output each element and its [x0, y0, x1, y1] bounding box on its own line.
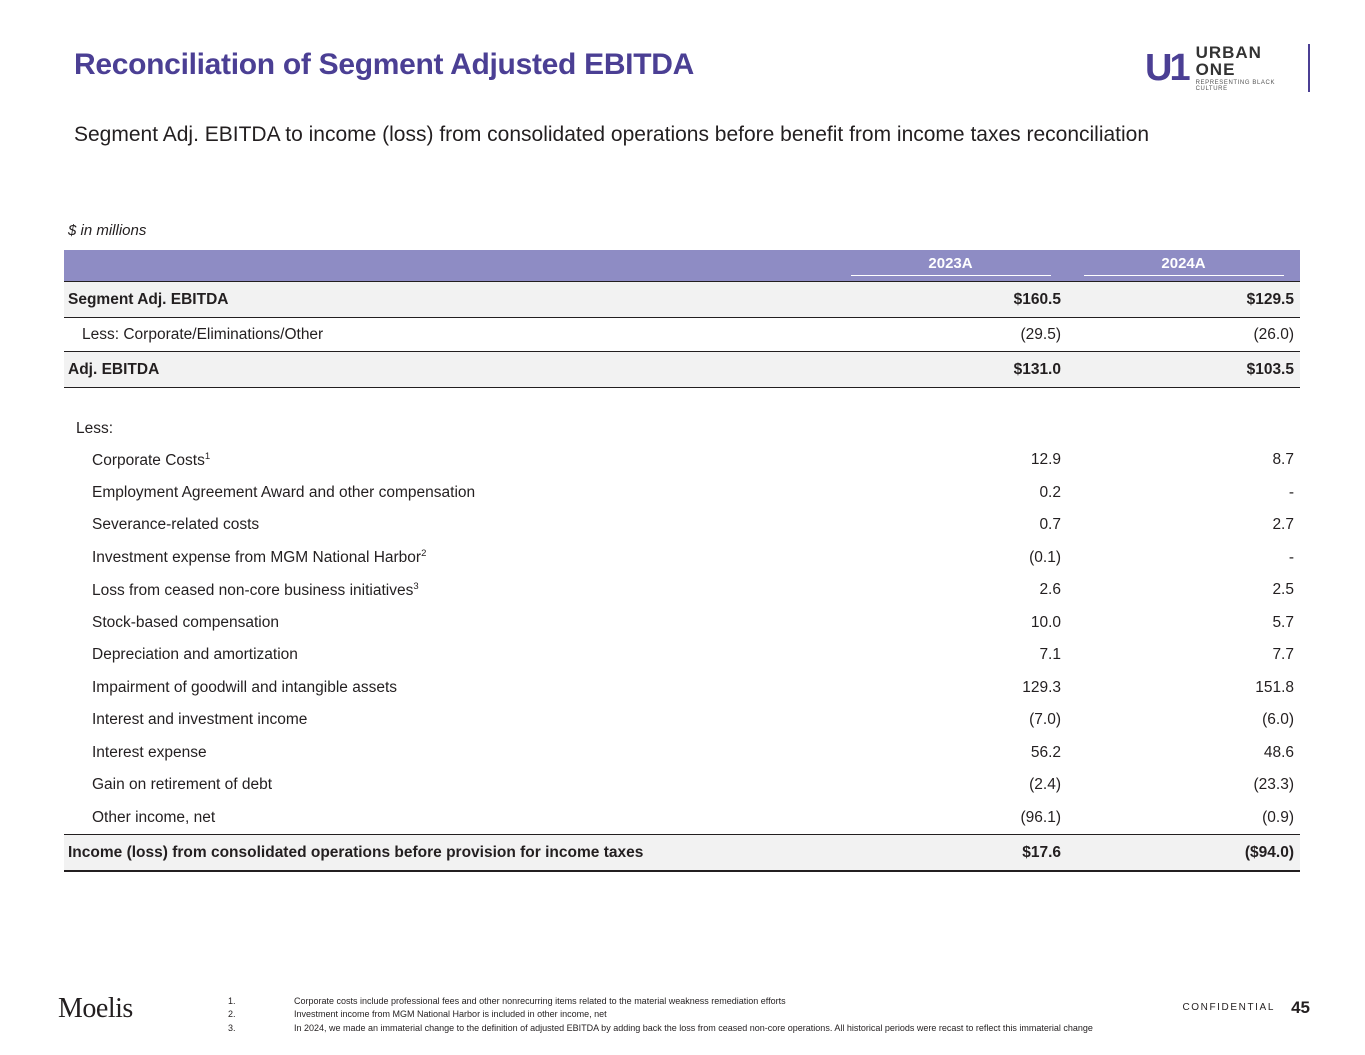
row-label: Less:: [76, 420, 114, 437]
units-note: $ in millions: [68, 222, 147, 239]
table-row: [64, 388, 1300, 415]
row-value-2024a: 2.7: [1272, 516, 1294, 534]
row-value-2023a: (2.4): [1029, 776, 1061, 794]
column-header-2024a-text: 2024A: [1084, 255, 1284, 276]
confidential-label: CONFIDENTIAL: [1182, 1002, 1275, 1013]
row-label: Other income, net: [92, 808, 216, 826]
row-label: Depreciation and amortization: [92, 646, 298, 664]
row-value-2023a: 10.0: [1030, 613, 1061, 631]
row-label: Loss from ceased non-core business initiatives$^3$: [92, 580, 419, 599]
column-header-2023a-text: 2023A: [851, 255, 1051, 276]
row-value-2024a: 5.7: [1272, 613, 1294, 631]
footnote-2-text: Investment income from MGM National Harbor is included in other income, net: [294, 1009, 607, 1019]
footnotes: [228, 995, 1148, 1036]
column-header-2023a: [834, 250, 1067, 282]
row-value-2024a: $103.5: [1067, 352, 1300, 388]
footnote-3-number: 3.: [228, 1022, 236, 1033]
urban-one-logo-tagline: REPRESENTING BLACK CULTURE: [1195, 80, 1276, 92]
footnote-marker: 1: [204, 450, 211, 462]
table-header-row: [64, 250, 1300, 282]
row-label: Impairment of goodwill and intangible assets: [92, 678, 398, 696]
urban-one-logo: [1145, 43, 1310, 92]
column-header-label: [64, 250, 834, 282]
row-value-2023a: 129.3: [1022, 678, 1061, 696]
row-label: [64, 388, 834, 415]
row-value-2024a: 48.6: [1263, 743, 1294, 761]
row-value-2024a: 2.5: [1272, 581, 1294, 599]
row-label: Gain on retirement of debt: [92, 776, 273, 794]
table-row: [64, 574, 1300, 607]
footnote-1-number: 1.: [228, 995, 236, 1006]
column-header-2024a: [1067, 250, 1300, 282]
row-value-2024a: (23.3): [1253, 776, 1294, 794]
table-row: [64, 542, 1300, 575]
row-value-2024a: 8.7: [1272, 451, 1294, 469]
row-value-2024a: ($94.0): [1067, 835, 1300, 872]
row-value-2024a: (6.0): [1262, 711, 1294, 729]
row-label: Investment expense from MGM National Harbor$^2$: [92, 548, 427, 567]
row-value-2023a: 56.2: [1030, 743, 1061, 761]
table-row: [64, 414, 1300, 444]
urban-one-logo-text: [1196, 44, 1310, 92]
row-label: Less: Corporate/Eliminations/Other: [82, 325, 324, 343]
row-value-2023a: [834, 388, 1067, 415]
row-label: Employment Agreement Award and other compensation: [92, 483, 476, 501]
footnote-2: [228, 1008, 1148, 1021]
table-row: [64, 282, 1300, 318]
table-row: [64, 352, 1300, 388]
row-value-2024a: $129.5: [1067, 282, 1300, 318]
table-row: [64, 477, 1300, 510]
footnote-2-number: 2.: [228, 1009, 236, 1019]
page-number: 45: [1291, 998, 1310, 1017]
row-label: Corporate Costs$^1$: [92, 450, 211, 469]
footnote-marker: 3: [413, 580, 419, 592]
table-row: [64, 509, 1300, 542]
row-label: Interest and investment income: [92, 711, 308, 729]
row-label: Adj. EBITDA: [64, 352, 834, 388]
footnote-1-text: Corporate costs include professional fees and other nonrecurring items related to the material weakness remediation efforts: [294, 995, 786, 1006]
row-value-2024a: (0.9): [1262, 808, 1294, 826]
table-row: [64, 444, 1300, 477]
page-title: Reconciliation of Segment Adjusted EBITDA: [74, 48, 694, 81]
row-value-2023a: (96.1): [1020, 808, 1061, 826]
reconciliation-table: [64, 250, 1300, 872]
row-value-2023a: $160.5: [834, 282, 1067, 318]
table-row: [64, 802, 1300, 835]
row-value-2024a: [1067, 388, 1300, 415]
row-label: Stock-based compensation: [92, 613, 279, 631]
row-value-2023a: $17.6: [834, 835, 1067, 872]
footnote-marker: 2: [421, 548, 427, 560]
row-value-2024a: (26.0): [1253, 325, 1294, 343]
row-value-2023a: 0.7: [1039, 516, 1061, 534]
footnote-1: [228, 995, 1148, 1008]
row-value-2023a: (0.1): [1029, 548, 1061, 566]
table-row: [64, 672, 1300, 705]
row-value-2023a: 12.9: [1030, 451, 1061, 469]
row-value-2023a: 2.6: [1039, 581, 1061, 599]
row-value-2023a: (29.5): [1020, 325, 1061, 343]
moelis-logo: Moelis: [58, 993, 133, 1024]
row-value-2023a: $131.0: [834, 352, 1067, 388]
footnote-3-text: In 2024, we made an immaterial change to the definition of adjusted EBITDA by adding back the loss from ceased non-core operations. All historical periods were recast to reflect this immaterial change: [294, 1022, 1093, 1033]
table-row: [64, 769, 1300, 802]
row-label: Segment Adj. EBITDA: [64, 282, 834, 318]
row-value-2023a: 7.1: [1039, 646, 1061, 664]
row-value-2024a: 7.7: [1272, 646, 1294, 664]
row-value-2024a: [1067, 414, 1300, 444]
table-row: [64, 318, 1300, 352]
footnote-3: [228, 1022, 1148, 1035]
urban-one-logo-mark: U1: [1145, 47, 1188, 89]
table-body: [64, 282, 1300, 872]
row-value-2023a: 0.2: [1039, 483, 1061, 501]
table-row: [64, 639, 1300, 672]
urban-one-logo-name: URBAN ONE: [1195, 43, 1262, 79]
row-value-2023a: (7.0): [1029, 711, 1061, 729]
table-row: [64, 704, 1300, 737]
row-value-2024a: 151.8: [1255, 678, 1294, 696]
row-label: Severance-related costs: [92, 516, 260, 534]
row-value-2024a: -: [1288, 548, 1294, 566]
row-label: Interest expense: [92, 743, 207, 761]
row-label: Income (loss) from consolidated operations before provision for income taxes: [64, 835, 834, 872]
table-row: [64, 607, 1300, 640]
table-row: [64, 737, 1300, 770]
row-value-2024a: -: [1288, 483, 1294, 501]
row-value-2023a: [834, 414, 1067, 444]
table-row: [64, 835, 1300, 872]
slide-subtitle: Segment Adj. EBITDA to income (loss) from consolidated operations before benefit from income taxes reconciliation: [74, 123, 1150, 146]
